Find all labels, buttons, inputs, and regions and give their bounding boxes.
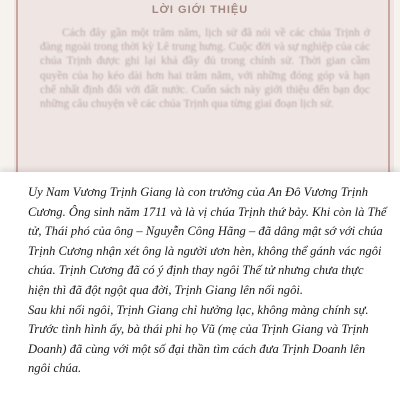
faded-paragraph: Cách đây gần một trăm năm, lịch sử đã nói về các chúa Trịnh ở đàng ngoài trong thời kỳ Lê trung hưng. Cuộc đời và sự nghiệp của các chúa Trịnh được ghi lại khá đầy đủ trong chính sử. Thời gian cầm quyền của họ kéo dài hơn hai trăm năm, với những đóng góp và hạn chế nhất định đối với đất nước. Cuốn sách này giới thiệu đến bạn đọc những câu chuyện về các chúa Trịnh qua từng giai đoạn lịch sử.: [40, 27, 370, 111]
overlay-paragraph-2: Sau khi nối ngôi, Trịnh Giang chỉ hưởng lạc, không màng chính sự. Trước tình hình ấy, bà thái phi họ Vũ (mẹ của Trịnh Giang và Trịnh Doanh) đã cùng với một số đại thần tìm cách đưa Trịnh Doanh lên ngôi chúa.: [28, 302, 369, 376]
overlay-paragraph-1: Uy Nam Vương Trịnh Giang là con trưởng của An Đô Vương Trịnh Cương. Ông sinh năm 1711 và là vị chúa Trịnh thứ bảy. Khi còn là Thế tử, Thái phó của ông – Nguyễn Công Hãng – đã dâng mật sớ với chúa Trịnh Cương nhận xét ông là người ươn hèn, không thể gánh vác ngôi chúa. Trịnh Cương đã có ý định thay ngôi Thế tử nhưng chưa thực hiện thì đã đột ngột qua đời, Trịnh Giang lên nối ngôi.: [28, 185, 387, 297]
faded-background-text: [40, 26, 370, 111]
page-heading: LỜI GIỚI THIỆU: [151, 4, 249, 16]
text-overlay-panel: [0, 172, 400, 400]
overlay-text-block: [28, 183, 388, 379]
